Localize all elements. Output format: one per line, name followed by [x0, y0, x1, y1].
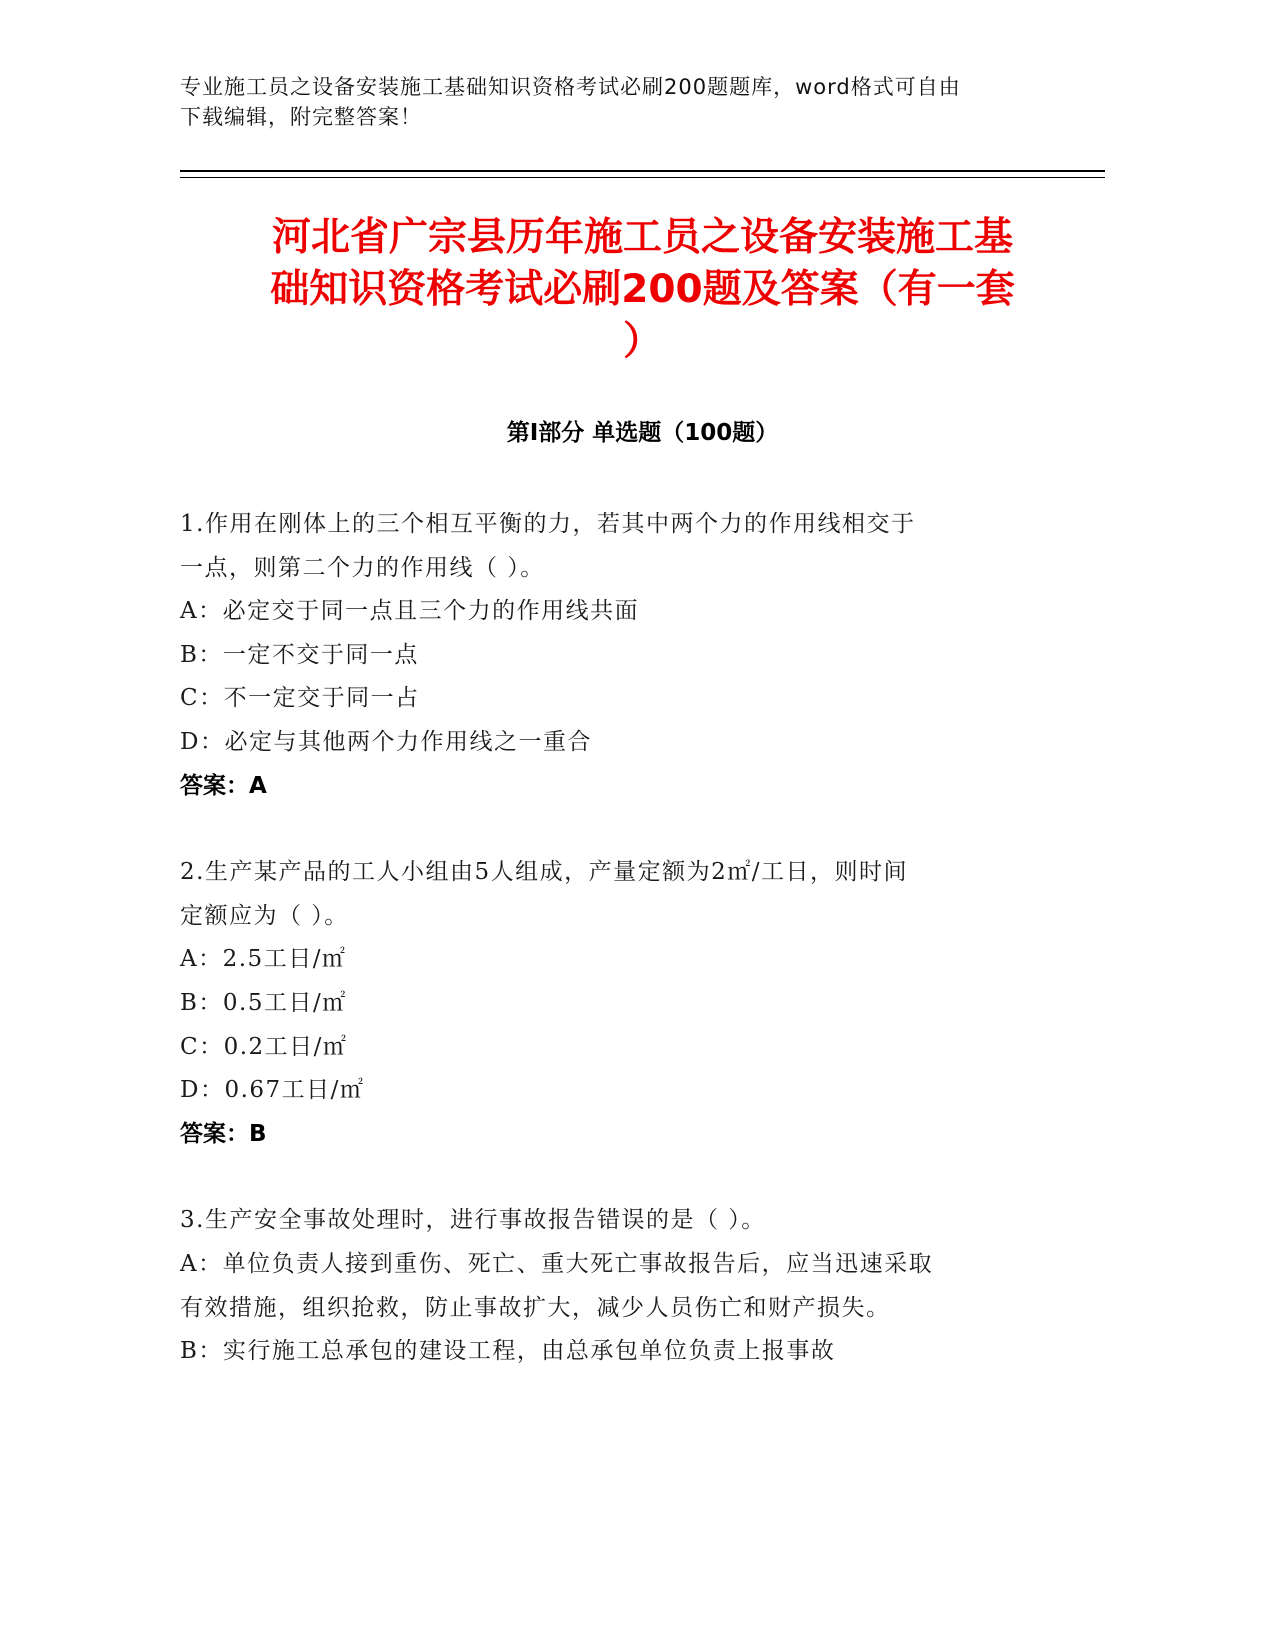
header-divider-thin: [180, 177, 1105, 178]
title-line: 础知识资格考试必刷200题及答案（有一套: [270, 267, 1015, 312]
option-a: A：单位负责人接到重伤、死亡、重大死亡事故报告后，应当迅速采取: [180, 1250, 934, 1277]
question-2: [180, 851, 1040, 1156]
document-title: [180, 212, 1105, 368]
option-b: B：一定不交于同一点: [180, 641, 419, 668]
question-stem: 2.生产某产品的工人小组由5人组成，产量定额为2㎡/工日，则时间: [180, 859, 908, 886]
option-b: B：实行施工总承包的建设工程，由总承包单位负责上报事故: [180, 1338, 836, 1365]
option-d: D：必定与其他两个力作用线之一重合: [180, 728, 592, 755]
intro-line: 专业施工员之设备安装施工基础知识资格考试必刷200题题库，word格式可自由: [180, 75, 961, 99]
question-stem: 一点，则第二个力的作用线（ ）。: [180, 554, 545, 581]
section-heading: 第I部分 单选题（100题）: [506, 420, 779, 446]
answer-line: 答案：A: [180, 772, 267, 799]
option-c: C：不一定交于同一占: [180, 685, 420, 712]
question-3: [180, 1199, 1040, 1373]
intro-line: 下载编辑，附完整答案！: [180, 105, 422, 129]
document-intro: [180, 72, 1060, 132]
option-c: C：0.2工日/㎡: [180, 1033, 348, 1060]
title-line: 河北省广宗县历年施工员之设备安装施工基: [271, 215, 1013, 260]
question-stem: 1.作用在刚体上的三个相互平衡的力，若其中两个力的作用线相交于: [180, 511, 916, 537]
answer-line: 答案：B: [180, 1120, 267, 1147]
question-stem: 定额应为（ ）。: [180, 902, 349, 929]
question-list: [180, 503, 1040, 1417]
option-a-continued: 有效措施，组织抢救，防止事故扩大，减少人员伤亡和财产损失。: [180, 1294, 891, 1321]
option-b: B：0.5工日/㎡: [180, 989, 347, 1016]
title-line: ）: [622, 319, 662, 364]
header-divider-thick: [180, 170, 1105, 172]
question-stem: 3.生产安全事故处理时，进行事故报告错误的是（ ）。: [180, 1207, 766, 1234]
option-a: A：必定交于同一点且三个力的作用线共面: [180, 598, 640, 625]
option-d: D：0.67工日/㎡: [180, 1077, 365, 1104]
question-1: [180, 503, 1040, 808]
option-a: A：2.5工日/㎡: [180, 946, 347, 973]
